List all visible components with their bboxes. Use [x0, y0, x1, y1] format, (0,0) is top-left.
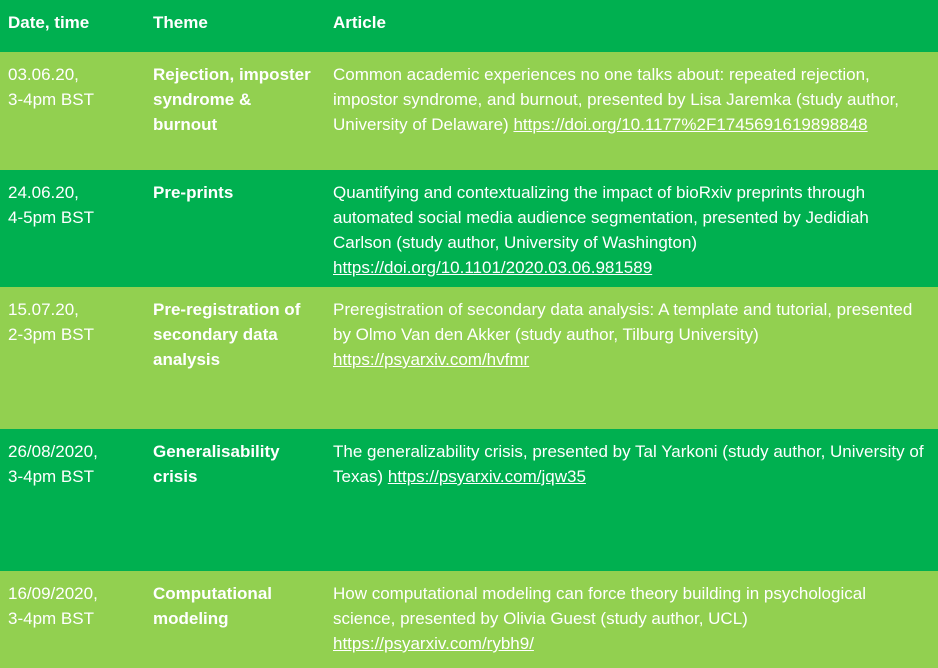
time-text: 3-4pm BST [8, 90, 94, 109]
table-row [0, 429, 938, 571]
article-text: Common academic experiences no one talks about: repeated rejection, impostor syndrome, and burnout, presented by Lisa Jaremka (study author, University of Delaware) [333, 65, 900, 134]
article-cell [325, 571, 938, 668]
article-text: Preregistration of secondary data analysis: A template and tutorial, presented by Olmo Van den Akker (study author, Tilburg University) [333, 300, 913, 344]
date-cell [0, 170, 145, 287]
article-cell [325, 429, 938, 571]
article-text: How computational modeling can force theory building in psychological science, presented by Olivia Guest (study author, UCL) [333, 584, 866, 628]
article-link[interactable]: https://doi.org/10.1177%2F1745691619898848 [513, 115, 868, 134]
date-cell [0, 429, 145, 571]
article-cell [325, 170, 938, 287]
time-text: 4-5pm BST [8, 208, 94, 227]
date-cell [0, 287, 145, 429]
table-row [0, 170, 938, 287]
date-cell [0, 571, 145, 668]
article-text: The generalizability crisis, presented by Tal Yarkoni (study author, University of Texas) [333, 442, 924, 486]
time-text: 3-4pm BST [8, 467, 94, 486]
table-row [0, 287, 938, 429]
article-link[interactable]: https://psyarxiv.com/hvfmr [333, 350, 530, 369]
article-link[interactable]: https://doi.org/10.1101/2020.03.06.981589 [333, 258, 653, 277]
header-row [0, 0, 938, 52]
time-text: 2-3pm BST [8, 325, 94, 344]
theme-cell: Rejection, imposter syndrome & burnout [153, 65, 311, 134]
time-text: 3-4pm BST [8, 609, 94, 628]
header-date: Date, time [8, 13, 90, 32]
date-text: 03.06.20, [8, 65, 79, 84]
date-text: 16/09/2020, [8, 584, 98, 603]
header-article: Article [333, 13, 386, 32]
theme-cell: Pre-prints [153, 183, 234, 202]
article-link[interactable]: https://psyarxiv.com/rybh9/ [333, 634, 534, 653]
table-row [0, 52, 938, 170]
article-cell [325, 287, 938, 429]
article-cell [325, 52, 938, 170]
date-text: 24.06.20, [8, 183, 79, 202]
date-text: 15.07.20, [8, 300, 79, 319]
header-theme: Theme [153, 13, 208, 32]
date-cell [0, 52, 145, 170]
table-row [0, 571, 938, 668]
theme-cell: Generalisability crisis [153, 442, 280, 486]
theme-cell: Computational modeling [153, 584, 272, 628]
date-text: 26/08/2020, [8, 442, 98, 461]
theme-cell: Pre-registration of secondary data analysis [153, 300, 301, 369]
article-text: Quantifying and contextualizing the impact of bioRxiv preprints through automated social media audience segmentation, presented by Jedidiah Carlson (study author, University of Washington) [333, 183, 869, 252]
article-link[interactable]: https://psyarxiv.com/jqw35 [387, 467, 586, 486]
